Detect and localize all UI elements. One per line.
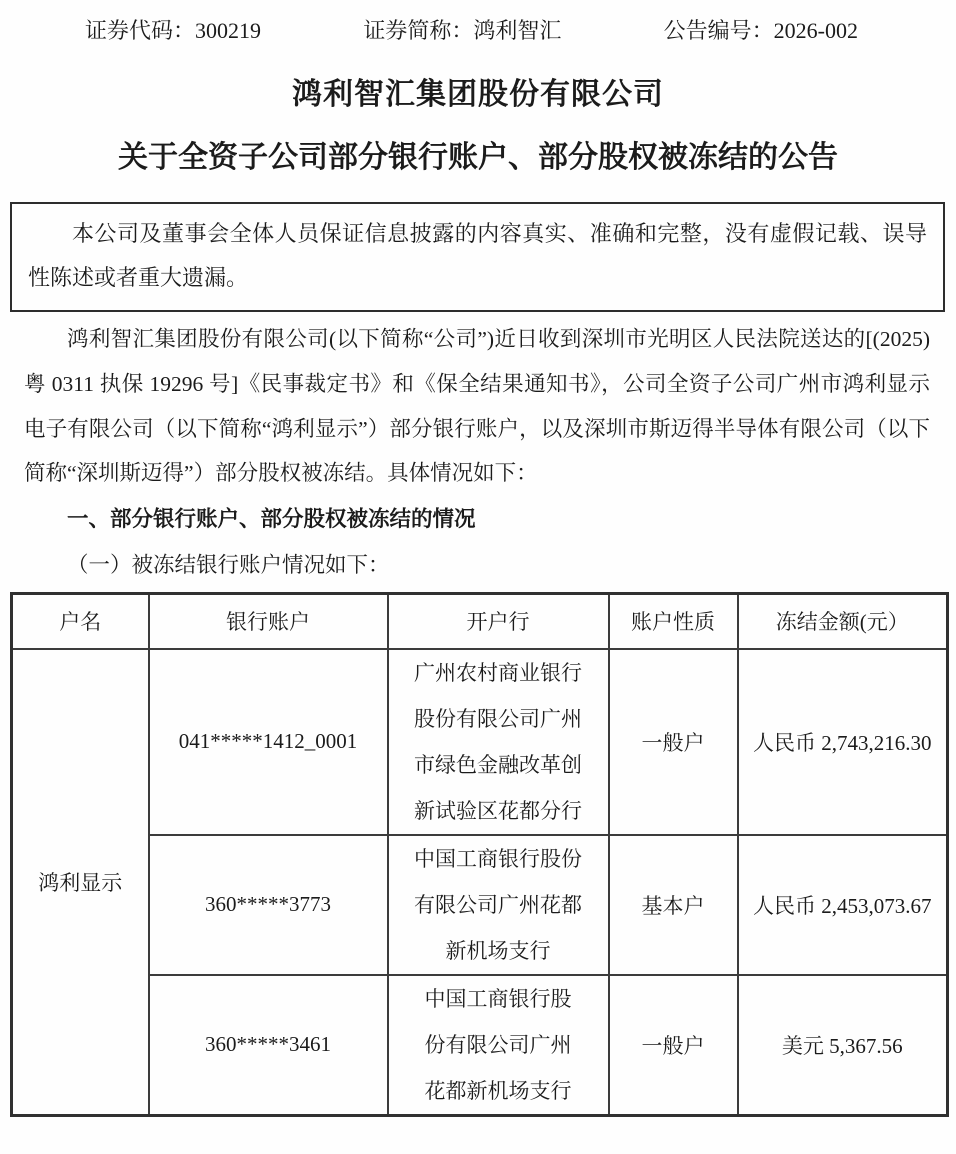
table-row: [12, 835, 948, 975]
table-row: [12, 649, 948, 835]
account-number-cell: 360*****3773: [149, 835, 388, 975]
column-header-bank-branch: 开户行: [388, 594, 609, 649]
bank-branch-text: 中国工商银行股份有限公司广州花都新机场支行: [414, 846, 582, 963]
bank-branch-text: 广州农村商业银行股份有限公司广州市绿色金融改革创新试验区花都分行: [414, 660, 582, 823]
frozen-amount-cell: 人民币 2,453,073.67: [738, 835, 948, 975]
table-header-row: [12, 594, 948, 649]
announcement-number: 公告编号：2026-002: [663, 18, 858, 43]
disclaimer-box: [10, 202, 945, 312]
account-type-cell: 一般户: [609, 975, 738, 1116]
column-header-account-type: 账户性质: [609, 594, 738, 649]
account-type-cell: 基本户: [609, 835, 738, 975]
bank-branch-cell: [388, 975, 609, 1116]
column-header-frozen-amount: 冻结金额(元）: [738, 594, 948, 649]
section-heading: 一、部分银行账户、部分股权被冻结的情况: [67, 507, 476, 532]
account-number-cell: 041*****1412_0001: [149, 649, 388, 835]
column-header-bank-account: 银行账户: [149, 594, 388, 649]
section-subheading: （一）被冻结银行账户情况如下：: [67, 553, 390, 578]
document-meta-line: [85, 18, 858, 44]
frozen-amount-cell: 人民币 2,743,216.30: [738, 649, 948, 835]
table-row: [12, 975, 948, 1116]
bank-branch-cell: [388, 835, 609, 975]
account-number-cell: 360*****3461: [149, 975, 388, 1116]
page-subtitle: 关于全资子公司部分银行账户、部分股权被冻结的公告: [118, 141, 838, 174]
disclaimer-text: 本公司及董事会全体人员保证信息披露的内容真实、准确和完整，没有虚假记载、误导性陈述或者重大遗漏。: [28, 221, 927, 290]
account-type-cell: 一般户: [609, 649, 738, 835]
frozen-amount-cell: 美元 5,367.56: [738, 975, 948, 1116]
frozen-accounts-table: [10, 592, 949, 1117]
body-paragraph: 鸿利智汇集团股份有限公司(以下简称“公司”)近日收到深圳市光明区人民法院送达的[(2025)粤 0311 执保 19296 号]《民事裁定书》和《保全结果通知书》，公司全资子公司广州市鸿利显示电子有限公司（以下简称“鸿利显示”）部分银行账户，以及深圳市斯迈得半导体有限公司（以下简称“深圳斯迈得”）部分股权被冻结。具体情况如下：: [24, 327, 930, 486]
page-title: 鸿利智汇集团股份有限公司: [292, 78, 664, 111]
account-holder-cell: 鸿利显示: [12, 649, 149, 1116]
stock-code: 证券代码：300219: [85, 18, 262, 43]
column-header-account-holder: 户名: [12, 594, 149, 649]
bank-branch-text: 中国工商银行股份有限公司广州花都新机场支行: [424, 986, 572, 1103]
bank-branch-cell: [388, 649, 609, 835]
stock-name: 证券简称：鸿利智汇: [363, 18, 562, 43]
